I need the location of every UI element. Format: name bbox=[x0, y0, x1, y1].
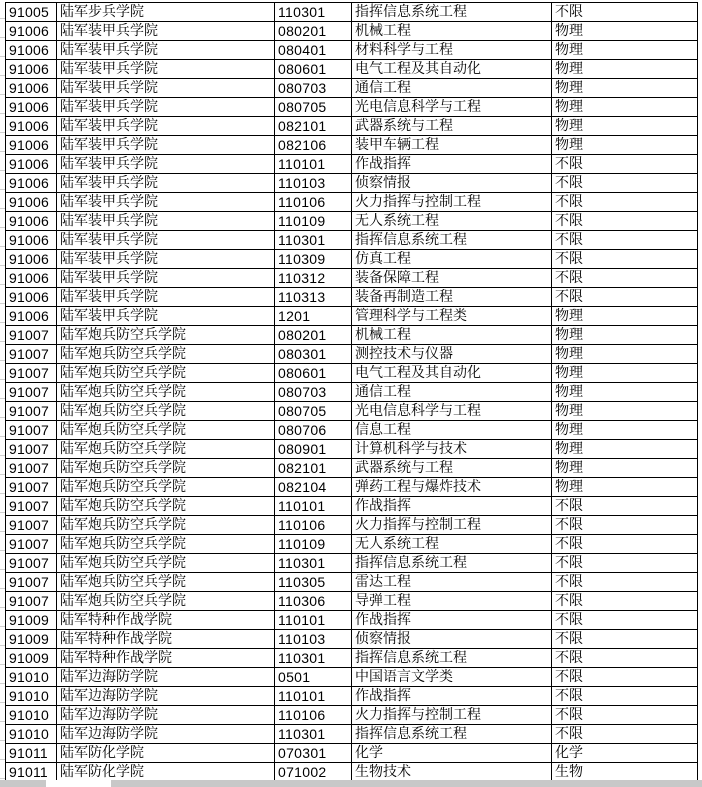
school-name-cell[interactable]: 陆军边海防学院 bbox=[57, 725, 275, 744]
school-code-cell[interactable]: 91007 bbox=[6, 383, 57, 402]
table-row bbox=[6, 554, 698, 573]
table-row bbox=[6, 516, 698, 535]
school-code-cell[interactable]: 91009 bbox=[6, 630, 57, 649]
major-name-cell[interactable]: 化学 bbox=[352, 744, 552, 763]
major-code-cell[interactable]: 110101 bbox=[275, 155, 352, 174]
table-row bbox=[6, 630, 698, 649]
major-code-cell[interactable]: 071002 bbox=[275, 763, 352, 781]
school-code-cell[interactable]: 91005 bbox=[6, 3, 57, 22]
school-code-cell[interactable]: 91010 bbox=[6, 668, 57, 687]
table-row bbox=[6, 307, 698, 326]
subject-requirement-cell[interactable]: 不限 bbox=[552, 687, 698, 706]
major-code-cell[interactable]: 080301 bbox=[275, 345, 352, 364]
school-name-cell[interactable]: 陆军边海防学院 bbox=[57, 668, 275, 687]
school-code-cell[interactable]: 91006 bbox=[6, 231, 57, 250]
school-name-cell[interactable]: 陆军装甲兵学院 bbox=[57, 79, 275, 98]
school-name-cell[interactable]: 陆军炮兵防空兵学院 bbox=[57, 535, 275, 554]
major-code-cell[interactable]: 110101 bbox=[275, 611, 352, 630]
table-row bbox=[6, 231, 698, 250]
subject-requirement-cell[interactable]: 不限 bbox=[552, 573, 698, 592]
subject-requirement-cell[interactable]: 不限 bbox=[552, 269, 698, 288]
school-code-cell[interactable]: 91010 bbox=[6, 725, 57, 744]
major-code-cell[interactable]: 110101 bbox=[275, 497, 352, 516]
major-name-cell[interactable]: 信息工程 bbox=[352, 421, 552, 440]
major-code-cell[interactable]: 110305 bbox=[275, 573, 352, 592]
table-row bbox=[6, 364, 698, 383]
table-row bbox=[6, 649, 698, 668]
school-code-cell[interactable]: 91007 bbox=[6, 345, 57, 364]
subject-requirement-cell[interactable]: 不限 bbox=[552, 193, 698, 212]
school-name-cell[interactable]: 陆军特种作战学院 bbox=[57, 630, 275, 649]
major-code-cell[interactable]: 080706 bbox=[275, 421, 352, 440]
subject-requirement-cell[interactable]: 不限 bbox=[552, 630, 698, 649]
subject-requirement-cell[interactable]: 物理 bbox=[552, 136, 698, 155]
major-code-cell[interactable]: 080703 bbox=[275, 79, 352, 98]
school-code-cell[interactable]: 91010 bbox=[6, 706, 57, 725]
table-row bbox=[6, 421, 698, 440]
school-code-cell[interactable]: 91006 bbox=[6, 117, 57, 136]
school-code-cell[interactable]: 91006 bbox=[6, 269, 57, 288]
table-row bbox=[6, 478, 698, 497]
table-row bbox=[6, 535, 698, 554]
major-name-cell[interactable]: 指挥信息系统工程 bbox=[352, 3, 552, 22]
subject-requirement-cell[interactable]: 物理 bbox=[552, 60, 698, 79]
school-code-cell[interactable]: 91006 bbox=[6, 174, 57, 193]
table-row bbox=[6, 763, 698, 781]
major-name-cell[interactable]: 中国语言文学类 bbox=[352, 668, 552, 687]
subject-requirement-cell[interactable]: 物理 bbox=[552, 440, 698, 459]
major-code-cell[interactable]: 110312 bbox=[275, 269, 352, 288]
school-code-cell[interactable]: 91007 bbox=[6, 573, 57, 592]
table-row bbox=[6, 725, 698, 744]
school-code-cell[interactable]: 91011 bbox=[6, 763, 57, 781]
major-name-cell[interactable]: 生物技术 bbox=[352, 763, 552, 781]
major-name-cell[interactable]: 光电信息科学与工程 bbox=[352, 98, 552, 117]
school-code-cell[interactable]: 91011 bbox=[6, 744, 57, 763]
major-code-cell[interactable]: 110313 bbox=[275, 288, 352, 307]
major-name-cell[interactable]: 弹药工程与爆炸技术 bbox=[352, 478, 552, 497]
school-name-cell[interactable]: 陆军步兵学院 bbox=[57, 3, 275, 22]
table-row bbox=[6, 269, 698, 288]
school-code-cell[interactable]: 91006 bbox=[6, 41, 57, 60]
school-code-cell[interactable]: 91009 bbox=[6, 649, 57, 668]
major-name-cell[interactable]: 测控技术与仪器 bbox=[352, 345, 552, 364]
major-code-cell[interactable]: 080401 bbox=[275, 41, 352, 60]
major-code-cell[interactable]: 110306 bbox=[275, 592, 352, 611]
school-code-cell[interactable]: 91006 bbox=[6, 212, 57, 231]
school-name-cell[interactable]: 陆军炮兵防空兵学院 bbox=[57, 364, 275, 383]
school-name-cell[interactable]: 陆军装甲兵学院 bbox=[57, 212, 275, 231]
school-name-cell[interactable]: 陆军炮兵防空兵学院 bbox=[57, 592, 275, 611]
school-name-cell[interactable]: 陆军炮兵防空兵学院 bbox=[57, 345, 275, 364]
major-code-cell[interactable]: 082106 bbox=[275, 136, 352, 155]
major-code-cell[interactable]: 082101 bbox=[275, 117, 352, 136]
subject-requirement-cell[interactable]: 物理 bbox=[552, 326, 698, 345]
major-code-cell[interactable]: 110301 bbox=[275, 554, 352, 573]
school-name-cell[interactable]: 陆军特种作战学院 bbox=[57, 649, 275, 668]
subject-requirement-cell[interactable]: 物理 bbox=[552, 307, 698, 326]
major-name-cell[interactable]: 火力指挥与控制工程 bbox=[352, 516, 552, 535]
subject-requirement-cell[interactable]: 物理 bbox=[552, 98, 698, 117]
school-name-cell[interactable]: 陆军装甲兵学院 bbox=[57, 98, 275, 117]
major-name-cell[interactable]: 武器系统与工程 bbox=[352, 459, 552, 478]
table-row bbox=[6, 174, 698, 193]
major-name-cell[interactable]: 指挥信息系统工程 bbox=[352, 231, 552, 250]
subject-requirement-cell[interactable]: 不限 bbox=[552, 649, 698, 668]
school-name-cell[interactable]: 陆军炮兵防空兵学院 bbox=[57, 516, 275, 535]
major-code-cell[interactable]: 1201 bbox=[275, 307, 352, 326]
major-code-cell[interactable]: 110106 bbox=[275, 706, 352, 725]
table-row bbox=[6, 3, 698, 22]
major-code-cell[interactable]: 110301 bbox=[275, 3, 352, 22]
school-code-cell[interactable]: 91007 bbox=[6, 364, 57, 383]
school-name-cell[interactable]: 陆军炮兵防空兵学院 bbox=[57, 497, 275, 516]
major-name-cell[interactable]: 电气工程及其自动化 bbox=[352, 60, 552, 79]
major-name-cell[interactable]: 装甲车辆工程 bbox=[352, 136, 552, 155]
school-name-cell[interactable]: 陆军边海防学院 bbox=[57, 687, 275, 706]
major-name-cell[interactable]: 通信工程 bbox=[352, 383, 552, 402]
subject-requirement-cell[interactable]: 不限 bbox=[552, 174, 698, 193]
school-name-cell[interactable]: 陆军特种作战学院 bbox=[57, 611, 275, 630]
table-row bbox=[6, 687, 698, 706]
school-name-cell[interactable]: 陆军炮兵防空兵学院 bbox=[57, 421, 275, 440]
subject-requirement-cell[interactable]: 不限 bbox=[552, 231, 698, 250]
major-name-cell[interactable]: 指挥信息系统工程 bbox=[352, 649, 552, 668]
subject-requirement-cell[interactable]: 物理 bbox=[552, 79, 698, 98]
major-name-cell[interactable]: 侦察情报 bbox=[352, 174, 552, 193]
table-row bbox=[6, 345, 698, 364]
subject-requirement-cell[interactable]: 物理 bbox=[552, 478, 698, 497]
subject-requirement-cell[interactable]: 物理 bbox=[552, 459, 698, 478]
school-code-cell[interactable]: 91006 bbox=[6, 22, 57, 41]
subject-requirement-cell[interactable]: 不限 bbox=[552, 554, 698, 573]
major-name-cell[interactable]: 武器系统与工程 bbox=[352, 117, 552, 136]
school-code-cell[interactable]: 91007 bbox=[6, 402, 57, 421]
table-row bbox=[6, 744, 698, 763]
table-body bbox=[6, 3, 698, 781]
school-name-cell[interactable]: 陆军炮兵防空兵学院 bbox=[57, 459, 275, 478]
major-code-cell[interactable]: 080601 bbox=[275, 60, 352, 79]
subject-requirement-cell[interactable]: 不限 bbox=[552, 497, 698, 516]
major-code-cell[interactable]: 110301 bbox=[275, 231, 352, 250]
table-row bbox=[6, 212, 698, 231]
major-code-cell[interactable]: 110101 bbox=[275, 687, 352, 706]
major-code-cell[interactable]: 080703 bbox=[275, 383, 352, 402]
subject-requirement-cell[interactable]: 物理 bbox=[552, 421, 698, 440]
school-name-cell[interactable]: 陆军装甲兵学院 bbox=[57, 155, 275, 174]
table-row bbox=[6, 383, 698, 402]
school-name-cell[interactable]: 陆军装甲兵学院 bbox=[57, 269, 275, 288]
major-name-cell[interactable]: 管理科学与工程类 bbox=[352, 307, 552, 326]
table-row bbox=[6, 117, 698, 136]
major-name-cell[interactable]: 无人系统工程 bbox=[352, 212, 552, 231]
school-code-cell[interactable]: 91007 bbox=[6, 326, 57, 345]
school-name-cell[interactable]: 陆军装甲兵学院 bbox=[57, 288, 275, 307]
school-name-cell[interactable]: 陆军装甲兵学院 bbox=[57, 136, 275, 155]
school-name-cell[interactable]: 陆军炮兵防空兵学院 bbox=[57, 402, 275, 421]
school-name-cell[interactable]: 陆军装甲兵学院 bbox=[57, 41, 275, 60]
subject-requirement-cell[interactable]: 不限 bbox=[552, 668, 698, 687]
table-row bbox=[6, 193, 698, 212]
table-row bbox=[6, 155, 698, 174]
major-name-cell[interactable]: 火力指挥与控制工程 bbox=[352, 193, 552, 212]
major-name-cell[interactable]: 作战指挥 bbox=[352, 497, 552, 516]
school-name-cell[interactable]: 陆军装甲兵学院 bbox=[57, 250, 275, 269]
school-code-cell[interactable]: 91007 bbox=[6, 592, 57, 611]
major-code-cell[interactable]: 080901 bbox=[275, 440, 352, 459]
school-name-cell[interactable]: 陆军装甲兵学院 bbox=[57, 117, 275, 136]
major-code-cell[interactable]: 080705 bbox=[275, 98, 352, 117]
major-name-cell[interactable]: 无人系统工程 bbox=[352, 535, 552, 554]
major-name-cell[interactable]: 机械工程 bbox=[352, 326, 552, 345]
major-code-cell[interactable]: 080601 bbox=[275, 364, 352, 383]
major-name-cell[interactable]: 材料科学与工程 bbox=[352, 41, 552, 60]
table-row bbox=[6, 60, 698, 79]
major-name-cell[interactable]: 机械工程 bbox=[352, 22, 552, 41]
school-name-cell[interactable]: 陆军炮兵防空兵学院 bbox=[57, 440, 275, 459]
major-code-cell[interactable]: 080705 bbox=[275, 402, 352, 421]
school-name-cell[interactable]: 陆军边海防学院 bbox=[57, 706, 275, 725]
table-row bbox=[6, 250, 698, 269]
major-name-cell[interactable]: 雷达工程 bbox=[352, 573, 552, 592]
school-code-cell[interactable]: 91006 bbox=[6, 288, 57, 307]
school-code-cell[interactable]: 91010 bbox=[6, 687, 57, 706]
school-code-cell[interactable]: 91007 bbox=[6, 459, 57, 478]
subject-requirement-cell[interactable]: 不限 bbox=[552, 288, 698, 307]
major-code-cell[interactable]: 080201 bbox=[275, 326, 352, 345]
scrollbar-thumb[interactable] bbox=[46, 780, 111, 787]
subject-requirement-cell[interactable]: 化学 bbox=[552, 744, 698, 763]
school-code-cell[interactable]: 91007 bbox=[6, 516, 57, 535]
table-row bbox=[6, 706, 698, 725]
subject-requirement-cell[interactable]: 物理 bbox=[552, 345, 698, 364]
school-name-cell[interactable]: 陆军装甲兵学院 bbox=[57, 174, 275, 193]
major-code-cell[interactable]: 110106 bbox=[275, 193, 352, 212]
table-row bbox=[6, 440, 698, 459]
major-name-cell[interactable]: 装备再制造工程 bbox=[352, 288, 552, 307]
subject-requirement-cell[interactable]: 不限 bbox=[552, 516, 698, 535]
subject-requirement-cell[interactable]: 不限 bbox=[552, 592, 698, 611]
table-row bbox=[6, 668, 698, 687]
table-row bbox=[6, 288, 698, 307]
major-name-cell[interactable]: 装备保障工程 bbox=[352, 269, 552, 288]
major-name-cell[interactable]: 仿真工程 bbox=[352, 250, 552, 269]
table-row bbox=[6, 326, 698, 345]
subject-requirement-cell[interactable]: 不限 bbox=[552, 250, 698, 269]
school-name-cell[interactable]: 陆军装甲兵学院 bbox=[57, 22, 275, 41]
horizontal-scrollbar[interactable] bbox=[0, 780, 702, 787]
school-name-cell[interactable]: 陆军炮兵防空兵学院 bbox=[57, 478, 275, 497]
major-name-cell[interactable]: 火力指挥与控制工程 bbox=[352, 706, 552, 725]
major-name-cell[interactable]: 侦察情报 bbox=[352, 630, 552, 649]
school-name-cell[interactable]: 陆军炮兵防空兵学院 bbox=[57, 554, 275, 573]
school-code-cell[interactable]: 91007 bbox=[6, 497, 57, 516]
school-code-cell[interactable]: 91006 bbox=[6, 136, 57, 155]
subject-requirement-cell[interactable]: 不限 bbox=[552, 3, 698, 22]
school-name-cell[interactable]: 陆军装甲兵学院 bbox=[57, 307, 275, 326]
subject-requirement-cell[interactable]: 不限 bbox=[552, 725, 698, 744]
major-code-cell[interactable]: 110301 bbox=[275, 649, 352, 668]
table-row bbox=[6, 592, 698, 611]
subject-requirement-cell[interactable]: 不限 bbox=[552, 155, 698, 174]
school-name-cell[interactable]: 陆军炮兵防空兵学院 bbox=[57, 573, 275, 592]
school-code-cell[interactable]: 91007 bbox=[6, 421, 57, 440]
school-code-cell[interactable]: 91006 bbox=[6, 79, 57, 98]
major-code-cell[interactable]: 082101 bbox=[275, 459, 352, 478]
school-code-cell[interactable]: 91006 bbox=[6, 60, 57, 79]
subject-requirement-cell[interactable]: 不限 bbox=[552, 212, 698, 231]
major-name-cell[interactable]: 作战指挥 bbox=[352, 155, 552, 174]
major-name-cell[interactable]: 作战指挥 bbox=[352, 687, 552, 706]
subject-requirement-cell[interactable]: 物理 bbox=[552, 22, 698, 41]
major-code-cell[interactable]: 082104 bbox=[275, 478, 352, 497]
major-name-cell[interactable]: 通信工程 bbox=[352, 79, 552, 98]
subject-requirement-cell[interactable]: 物理 bbox=[552, 364, 698, 383]
table-row bbox=[6, 79, 698, 98]
school-code-cell[interactable]: 91007 bbox=[6, 554, 57, 573]
school-code-cell[interactable]: 91009 bbox=[6, 611, 57, 630]
school-code-cell[interactable]: 91006 bbox=[6, 250, 57, 269]
major-name-cell[interactable]: 电气工程及其自动化 bbox=[352, 364, 552, 383]
table-row bbox=[6, 573, 698, 592]
school-name-cell[interactable]: 陆军炮兵防空兵学院 bbox=[57, 383, 275, 402]
major-name-cell[interactable]: 指挥信息系统工程 bbox=[352, 554, 552, 573]
school-name-cell[interactable]: 陆军装甲兵学院 bbox=[57, 60, 275, 79]
major-code-cell[interactable]: 080201 bbox=[275, 22, 352, 41]
major-code-cell[interactable]: 0501 bbox=[275, 668, 352, 687]
table-row bbox=[6, 98, 698, 117]
major-name-cell[interactable]: 计算机科学与技术 bbox=[352, 440, 552, 459]
school-code-cell[interactable]: 91006 bbox=[6, 307, 57, 326]
major-code-cell[interactable]: 110103 bbox=[275, 630, 352, 649]
major-code-cell[interactable]: 110109 bbox=[275, 535, 352, 554]
school-code-cell[interactable]: 91006 bbox=[6, 193, 57, 212]
table-row bbox=[6, 611, 698, 630]
table-row bbox=[6, 402, 698, 421]
table-row bbox=[6, 459, 698, 478]
school-code-cell[interactable]: 91007 bbox=[6, 478, 57, 497]
school-name-cell[interactable]: 陆军炮兵防空兵学院 bbox=[57, 326, 275, 345]
subject-requirement-cell[interactable]: 生物 bbox=[552, 763, 698, 781]
table-row bbox=[6, 136, 698, 155]
school-name-cell[interactable]: 陆军防化学院 bbox=[57, 744, 275, 763]
major-code-cell[interactable]: 110309 bbox=[275, 250, 352, 269]
table-row bbox=[6, 497, 698, 516]
school-name-cell[interactable]: 陆军装甲兵学院 bbox=[57, 231, 275, 250]
admissions-table bbox=[5, 2, 698, 780]
major-code-cell[interactable]: 110106 bbox=[275, 516, 352, 535]
major-code-cell[interactable]: 110301 bbox=[275, 725, 352, 744]
subject-requirement-cell[interactable]: 物理 bbox=[552, 41, 698, 60]
school-name-cell[interactable]: 陆军防化学院 bbox=[57, 763, 275, 781]
table-row bbox=[6, 22, 698, 41]
school-code-cell[interactable]: 91007 bbox=[6, 440, 57, 459]
subject-requirement-cell[interactable]: 物理 bbox=[552, 383, 698, 402]
subject-requirement-cell[interactable]: 不限 bbox=[552, 611, 698, 630]
school-name-cell[interactable]: 陆军装甲兵学院 bbox=[57, 193, 275, 212]
major-name-cell[interactable]: 指挥信息系统工程 bbox=[352, 725, 552, 744]
subject-requirement-cell[interactable]: 物理 bbox=[552, 117, 698, 136]
major-name-cell[interactable]: 导弹工程 bbox=[352, 592, 552, 611]
major-name-cell[interactable]: 作战指挥 bbox=[352, 611, 552, 630]
school-code-cell[interactable]: 91006 bbox=[6, 98, 57, 117]
table-row bbox=[6, 41, 698, 60]
subject-requirement-cell[interactable]: 不限 bbox=[552, 706, 698, 725]
school-code-cell[interactable]: 91007 bbox=[6, 535, 57, 554]
major-name-cell[interactable]: 光电信息科学与工程 bbox=[352, 402, 552, 421]
major-code-cell[interactable]: 110109 bbox=[275, 212, 352, 231]
subject-requirement-cell[interactable]: 不限 bbox=[552, 535, 698, 554]
major-code-cell[interactable]: 110103 bbox=[275, 174, 352, 193]
major-code-cell[interactable]: 070301 bbox=[275, 744, 352, 763]
subject-requirement-cell[interactable]: 物理 bbox=[552, 402, 698, 421]
school-code-cell[interactable]: 91006 bbox=[6, 155, 57, 174]
